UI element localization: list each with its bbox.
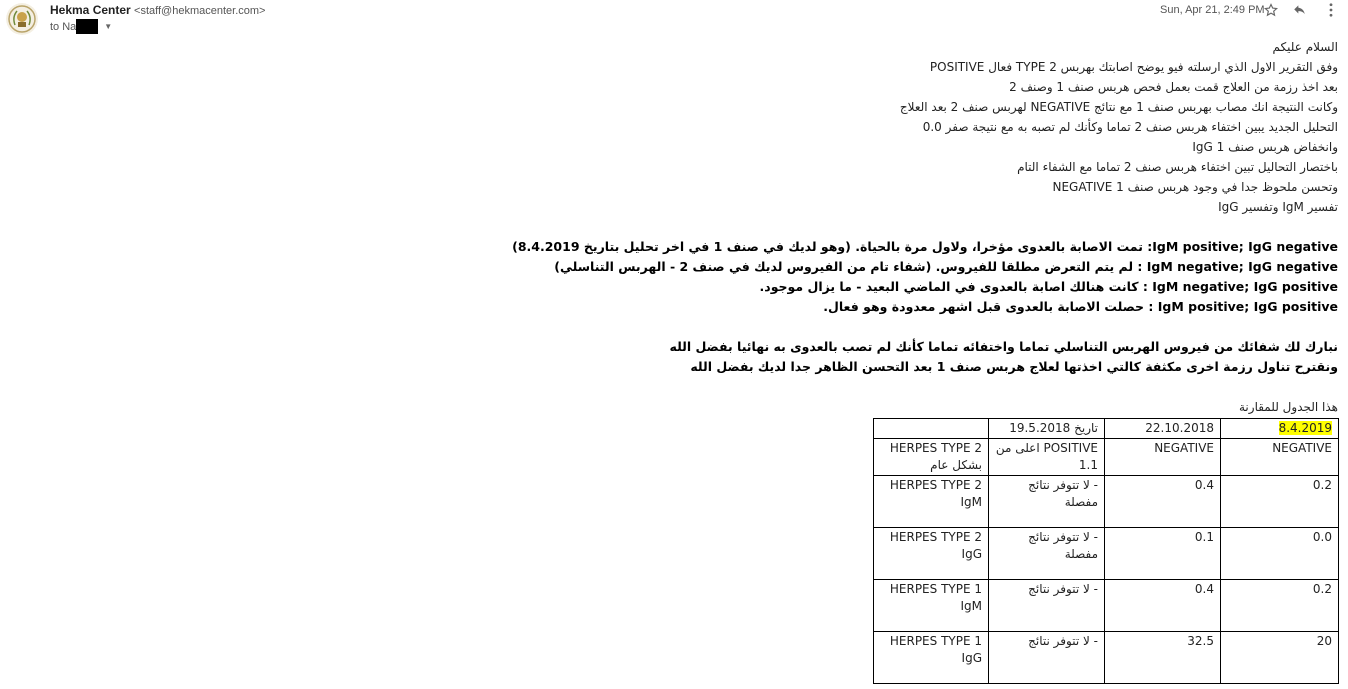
table-caption: هذا الجدول للمقارنة (1239, 400, 1338, 414)
reply-icon[interactable] (1290, 1, 1308, 19)
table-header-cell (1221, 419, 1339, 439)
table-row (874, 580, 1339, 632)
table-cell: - لا تتوفر نتائج مفصلة (989, 476, 1105, 528)
comparison-table (873, 418, 1339, 684)
table-header-cell: تاريخ 19.5.2018 (989, 419, 1105, 439)
body-line: وكانت النتيجة انك مصاب بهربس صنف 1 مع نتائج NEGATIVE لهربس صنف 2 بعد العلاج (899, 100, 1338, 114)
table-cell: HERPES TYPE 2 IgG (874, 528, 989, 580)
table-cell: HERPES TYPE 2 بشكل عام (874, 439, 989, 476)
body-line: باختصار التحاليل تبين اختفاء هربس صنف 2 تماما مع الشفاء التام (1017, 160, 1338, 174)
highlighted-date: 8.4.2019 (1278, 421, 1332, 435)
table-cell: NEGATIVE (1221, 439, 1339, 476)
table-cell: POSITIVE اعلى من 1.1 (989, 439, 1105, 476)
interpretation-text: : حصلت الاصابة بالعدوى قبل اشهر معدودة وهو فعال. (823, 299, 1158, 314)
body-line: وفق التقرير الاول الذي ارسلته فيو يوضح اصابتك بهربس TYPE 2 فعال POSITIVE (929, 60, 1338, 74)
table-cell: 0.4 (1105, 580, 1221, 632)
interpretation-label: IgM positive; IgG positive (1157, 299, 1338, 314)
interpretation-line (638, 297, 1338, 317)
message-body (512, 37, 1338, 417)
interpretation-line (512, 237, 1338, 257)
recipient-label: to Na (50, 20, 77, 33)
interpretation-text: : لم يتم التعرض مطلقا للفيروس. (شفاء تام من الفيروس لديك في صنف 2 - الهربس التناسلي) (554, 259, 1147, 274)
body-line: التحليل الجديد يبين اختفاء هربس صنف 2 تماما وكأنك لم تصبه به مع نتيجة صفر 0.0 (922, 120, 1338, 134)
table-row (874, 632, 1339, 684)
redaction-box (76, 19, 98, 34)
table-cell: 32.5 (1105, 632, 1221, 684)
interpretation-text: : كانت هنالك اصابة بالعدوى في الماضي البعيد - ما يزال موجود. (759, 279, 1153, 294)
body-line: وانخفاض هربس صنف 1 IgG (1192, 140, 1338, 154)
closing-line: ونقترح تناول رزمة اخرى مكثفة كالتي اخذتها لعلاج هربس صنف 1 بعد التحسن الظاهر جدا لديك بفضل الله (690, 359, 1338, 374)
body-line: وتحسن ملحوظ جدا في وجود هربس صنف 1 NEGATIVE (1052, 180, 1338, 194)
interpretation-line (554, 257, 1338, 277)
sender-avatar[interactable] (6, 3, 38, 35)
table-header-cell (874, 419, 989, 439)
interpretation-label: IgM negative; IgG negative (1146, 259, 1338, 274)
table-cell: HERPES TYPE 1 IgG (874, 632, 989, 684)
interpretation-line (638, 277, 1338, 297)
message-date: Sun, Apr 21, 2:49 PM (1160, 4, 1265, 16)
sender-line (50, 3, 265, 17)
table-cell: 0.4 (1105, 476, 1221, 528)
emblem-icon (6, 3, 38, 35)
more-vert-icon[interactable] (1322, 1, 1340, 19)
body-line: السلام عليكم (1272, 40, 1338, 54)
table-cell: 20 (1221, 632, 1339, 684)
table-cell: - لا تتوفر نتائج (989, 580, 1105, 632)
sender-name: Hekma Center (50, 3, 131, 17)
table-cell: - لا تتوفر نتائج (989, 632, 1105, 684)
body-line: بعد اخذ رزمة من العلاج قمت بعمل فحص هربس صنف 1 وصنف 2 (1009, 80, 1338, 94)
table-header-row (874, 419, 1339, 439)
body-line: تفسير IgM وتفسير IgG (1218, 200, 1338, 214)
table-header-cell: 22.10.2018 (1105, 419, 1221, 439)
closing-line: نبارك لك شفائك من فيروس الهربس التناسلي تماما واختفائه تماما كأنك لم تصب بالعدوى به نهائيا بفضل الله (669, 339, 1338, 354)
table-row (874, 528, 1339, 580)
table-cell: NEGATIVE (1105, 439, 1221, 476)
star-icon[interactable] (1262, 1, 1280, 19)
interpretation-label: IgM positive; IgG negative (1152, 239, 1338, 254)
table-cell: 0.1 (1105, 528, 1221, 580)
table-cell: HERPES TYPE 1 IgM (874, 580, 989, 632)
table-cell: 0.2 (1221, 580, 1339, 632)
table-cell: 0.2 (1221, 476, 1339, 528)
table-cell: HERPES TYPE 2 IgM (874, 476, 989, 528)
sender-email: <staff@hekmacenter.com> (134, 5, 266, 17)
table-cell: 0.0 (1221, 528, 1339, 580)
recipient-line[interactable] (50, 19, 112, 34)
interpretation-text: : تمت الاصابة بالعدوى مؤخرا، ولاول مرة بالحياة. (وهو لديك في صنف 1 في اخر تحليل بتاريخ 8.4.2019) (512, 239, 1153, 254)
interpretation-label: IgM negative; IgG positive (1152, 279, 1338, 294)
table-row (874, 439, 1339, 476)
table-row (874, 476, 1339, 528)
chevron-down-icon[interactable]: ▼ (104, 22, 113, 31)
table-cell: - لا تتوفر نتائج مفصلة (989, 528, 1105, 580)
